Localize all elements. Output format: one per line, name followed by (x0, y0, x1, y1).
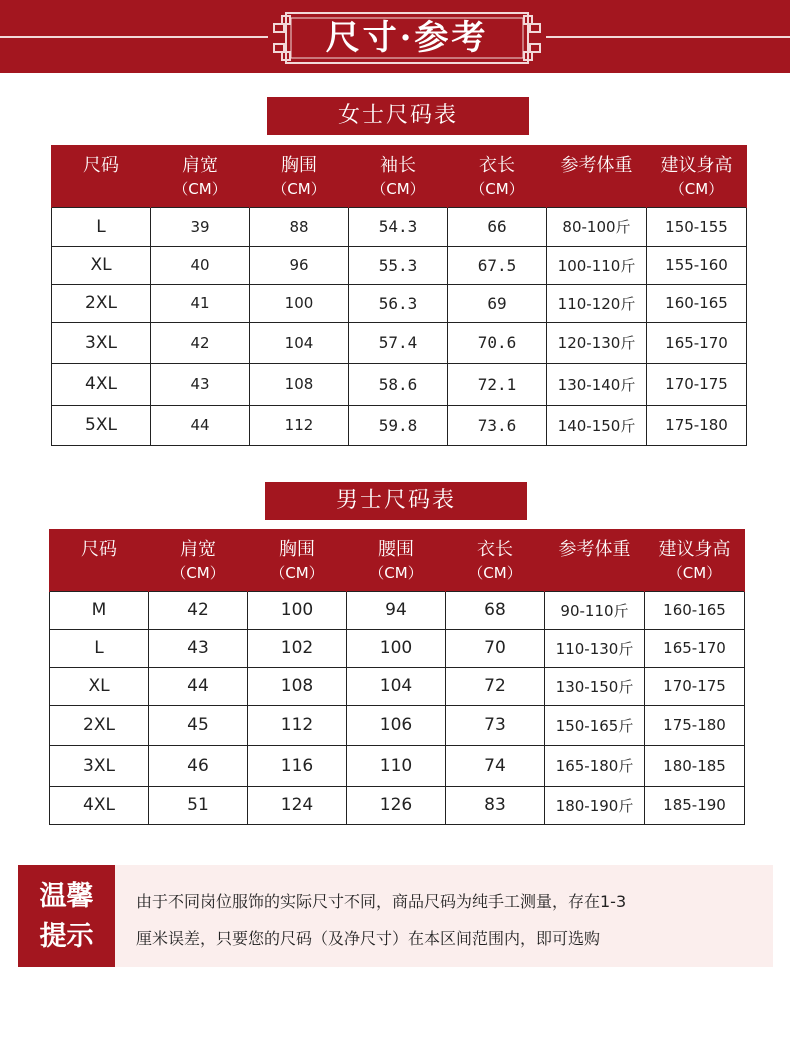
tips-line: 由于不同岗位服饰的实际尺寸不同，商品尺码为纯手工测量，存在1-3 (136, 892, 627, 911)
size-cell: L (50, 629, 149, 667)
shoulder-cell: 43 (151, 363, 250, 405)
height-cell: 180-185 (645, 745, 745, 786)
table-row (50, 705, 745, 745)
shoulder-cell: 41 (151, 284, 250, 322)
length-cell: 73.6 (448, 405, 547, 445)
chest-cell: 104 (250, 322, 349, 363)
length-cell: 67.5 (448, 246, 547, 284)
chest-cell: 102 (248, 629, 347, 667)
column-header: 尺码 (52, 145, 151, 207)
height-cell: 175-180 (647, 405, 747, 445)
shoulder-cell: 42 (151, 322, 250, 363)
weight-cell: 165-180斤 (545, 745, 645, 786)
title-frame (272, 10, 542, 66)
chest-cell: 100 (248, 591, 347, 629)
chest-cell: 100 (250, 284, 349, 322)
header-banner (0, 0, 790, 73)
length-cell: 83 (446, 786, 545, 824)
men-table-title: 男士尺码表 (265, 482, 527, 520)
chest-cell: 108 (250, 363, 349, 405)
column-header: 袖长 （CM） (349, 145, 448, 207)
column-header: 建议身高 （CM） (645, 529, 745, 591)
column-header: 肩宽 （CM） (149, 529, 248, 591)
length-cell: 70.6 (448, 322, 547, 363)
column-header: 腰围 （CM） (347, 529, 446, 591)
tips-text (136, 883, 766, 957)
size-cell: 2XL (52, 284, 151, 322)
table-row (50, 786, 745, 824)
size-cell: 4XL (52, 363, 151, 405)
women-size-table (51, 145, 747, 446)
length-cell: 73 (446, 705, 545, 745)
table-row (52, 284, 747, 322)
length-cell: 72.1 (448, 363, 547, 405)
length-cell: 70 (446, 629, 545, 667)
banner-divider-right (546, 36, 790, 38)
chest-cell: 112 (248, 705, 347, 745)
table-row (50, 629, 745, 667)
size-cell: XL (50, 667, 149, 705)
men-size-table (49, 529, 745, 825)
banner-divider-left (0, 36, 268, 38)
waist-cell: 100 (347, 629, 446, 667)
height-cell: 160-165 (647, 284, 747, 322)
shoulder-cell: 44 (149, 667, 248, 705)
height-cell: 150-155 (647, 207, 747, 246)
length-cell: 66 (448, 207, 547, 246)
weight-cell: 110-120斤 (547, 284, 647, 322)
sleeve-cell: 58.6 (349, 363, 448, 405)
shoulder-cell: 42 (149, 591, 248, 629)
size-cell: 2XL (50, 705, 149, 745)
height-cell: 155-160 (647, 246, 747, 284)
column-header: 参考体重 (545, 529, 645, 591)
shoulder-cell: 51 (149, 786, 248, 824)
weight-cell: 180-190斤 (545, 786, 645, 824)
column-header: 胸围 （CM） (250, 145, 349, 207)
size-cell: 5XL (52, 405, 151, 445)
tips-box (18, 865, 773, 967)
table-row (50, 745, 745, 786)
height-cell: 185-190 (645, 786, 745, 824)
tips-label-line: 温馨 (39, 881, 94, 912)
waist-cell: 110 (347, 745, 446, 786)
table-row (52, 246, 747, 284)
weight-cell: 130-140斤 (547, 363, 647, 405)
waist-cell: 94 (347, 591, 446, 629)
weight-cell: 110-130斤 (545, 629, 645, 667)
chest-cell: 124 (248, 786, 347, 824)
shoulder-cell: 39 (151, 207, 250, 246)
waist-cell: 104 (347, 667, 446, 705)
size-cell: 3XL (52, 322, 151, 363)
column-header: 胸围 （CM） (248, 529, 347, 591)
table-row (52, 322, 747, 363)
column-header: 肩宽 （CM） (151, 145, 250, 207)
weight-cell: 150-165斤 (545, 705, 645, 745)
women-table-title: 女士尺码表 (267, 97, 529, 135)
sleeve-cell: 54.3 (349, 207, 448, 246)
height-cell: 170-175 (647, 363, 747, 405)
table-row (50, 591, 745, 629)
height-cell: 175-180 (645, 705, 745, 745)
height-cell: 165-170 (645, 629, 745, 667)
waist-cell: 106 (347, 705, 446, 745)
table-row (52, 363, 747, 405)
height-cell: 160-165 (645, 591, 745, 629)
chest-cell: 108 (248, 667, 347, 705)
length-cell: 72 (446, 667, 545, 705)
length-cell: 69 (448, 284, 547, 322)
column-header: 建议身高 （CM） (647, 145, 747, 207)
length-cell: 74 (446, 745, 545, 786)
shoulder-cell: 45 (149, 705, 248, 745)
weight-cell: 140-150斤 (547, 405, 647, 445)
column-header: 参考体重 (547, 145, 647, 207)
sleeve-cell: 56.3 (349, 284, 448, 322)
page-title: 尺寸·参考 (325, 18, 489, 58)
shoulder-cell: 40 (151, 246, 250, 284)
weight-cell: 120-130斤 (547, 322, 647, 363)
column-header: 衣长 （CM） (448, 145, 547, 207)
table-row (52, 207, 747, 246)
table-row (52, 405, 747, 445)
shoulder-cell: 44 (151, 405, 250, 445)
shoulder-cell: 46 (149, 745, 248, 786)
length-cell: 68 (446, 591, 545, 629)
weight-cell: 80-100斤 (547, 207, 647, 246)
size-cell: L (52, 207, 151, 246)
waist-cell: 126 (347, 786, 446, 824)
shoulder-cell: 43 (149, 629, 248, 667)
weight-cell: 100-110斤 (547, 246, 647, 284)
table-header-row (50, 529, 745, 591)
weight-cell: 130-150斤 (545, 667, 645, 705)
column-header: 尺码 (50, 529, 149, 591)
chest-cell: 112 (250, 405, 349, 445)
sleeve-cell: 59.8 (349, 405, 448, 445)
height-cell: 165-170 (647, 322, 747, 363)
size-cell: M (50, 591, 149, 629)
sleeve-cell: 55.3 (349, 246, 448, 284)
chest-cell: 96 (250, 246, 349, 284)
tips-line: 厘米误差，只要您的尺码（及净尺寸）在本区间范围内，即可选购 (136, 929, 601, 948)
tips-label (18, 865, 115, 967)
sleeve-cell: 57.4 (349, 322, 448, 363)
table-row (50, 667, 745, 705)
size-cell: 4XL (50, 786, 149, 824)
table-header-row (52, 145, 747, 207)
chest-cell: 116 (248, 745, 347, 786)
height-cell: 170-175 (645, 667, 745, 705)
size-cell: XL (52, 246, 151, 284)
column-header: 衣长 （CM） (446, 529, 545, 591)
tips-label-line: 提示 (39, 921, 94, 952)
chest-cell: 88 (250, 207, 349, 246)
size-cell: 3XL (50, 745, 149, 786)
weight-cell: 90-110斤 (545, 591, 645, 629)
